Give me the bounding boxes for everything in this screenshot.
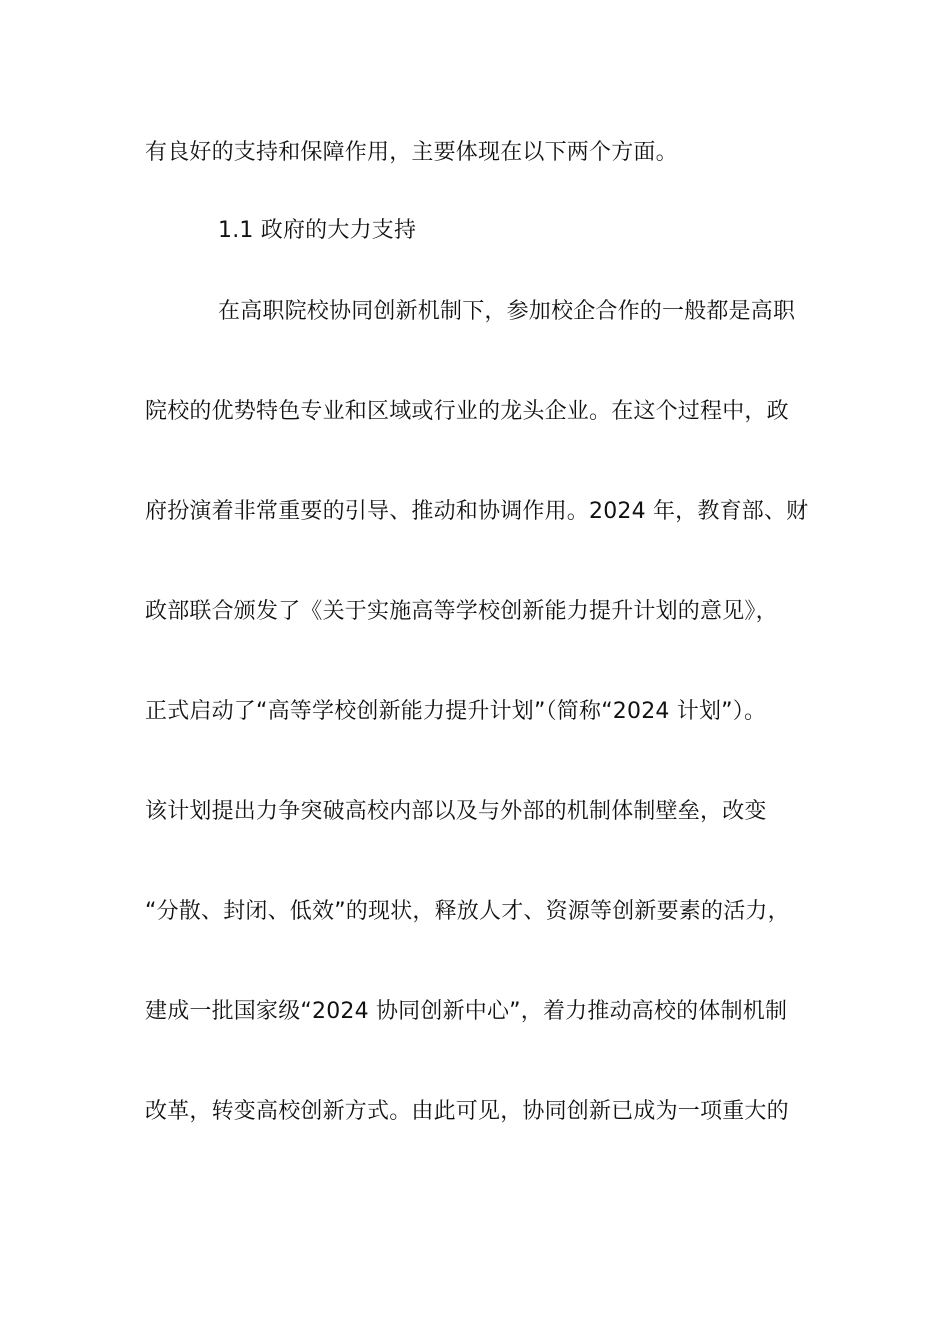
paragraph-line: 正式启动了“高等学校创新能力提升计划”（简称“2024 计划”）。 (145, 699, 767, 724)
paragraph-line: 该计划提出力争突破高校内部以及与外部的机制体制壁垒，改变 (145, 799, 767, 824)
paragraph-line: 院校的优势特色专业和区域或行业的龙头企业。在这个过程中，政 (145, 399, 789, 424)
paragraph-line: 建成一批国家级“2024 协同创新中心”，着力推动高校的体制机制 (145, 999, 788, 1024)
paragraph-line: 在高职院校协同创新机制下，参加校企合作的一般都是高职 (218, 299, 796, 324)
paragraph-line: 府扮演着非常重要的引导、推动和协调作用。2024 年，教育部、财 (145, 499, 809, 524)
paragraph-line: “分散、封闭、低效”的现状，释放人才、资源等创新要素的活力， (145, 899, 790, 924)
paragraph-line: 改革，转变高校创新方式。由此可见，协同创新已成为一项重大的 (145, 1099, 789, 1124)
section-heading: 1.1 政府的大力支持 (218, 218, 417, 243)
paragraph-line: 政部联合颁发了《关于实施高等学校创新能力提升计划的意见》， (145, 599, 778, 624)
paragraph-line: 有良好的支持和保障作用，主要体现在以下两个方面。 (145, 140, 678, 165)
